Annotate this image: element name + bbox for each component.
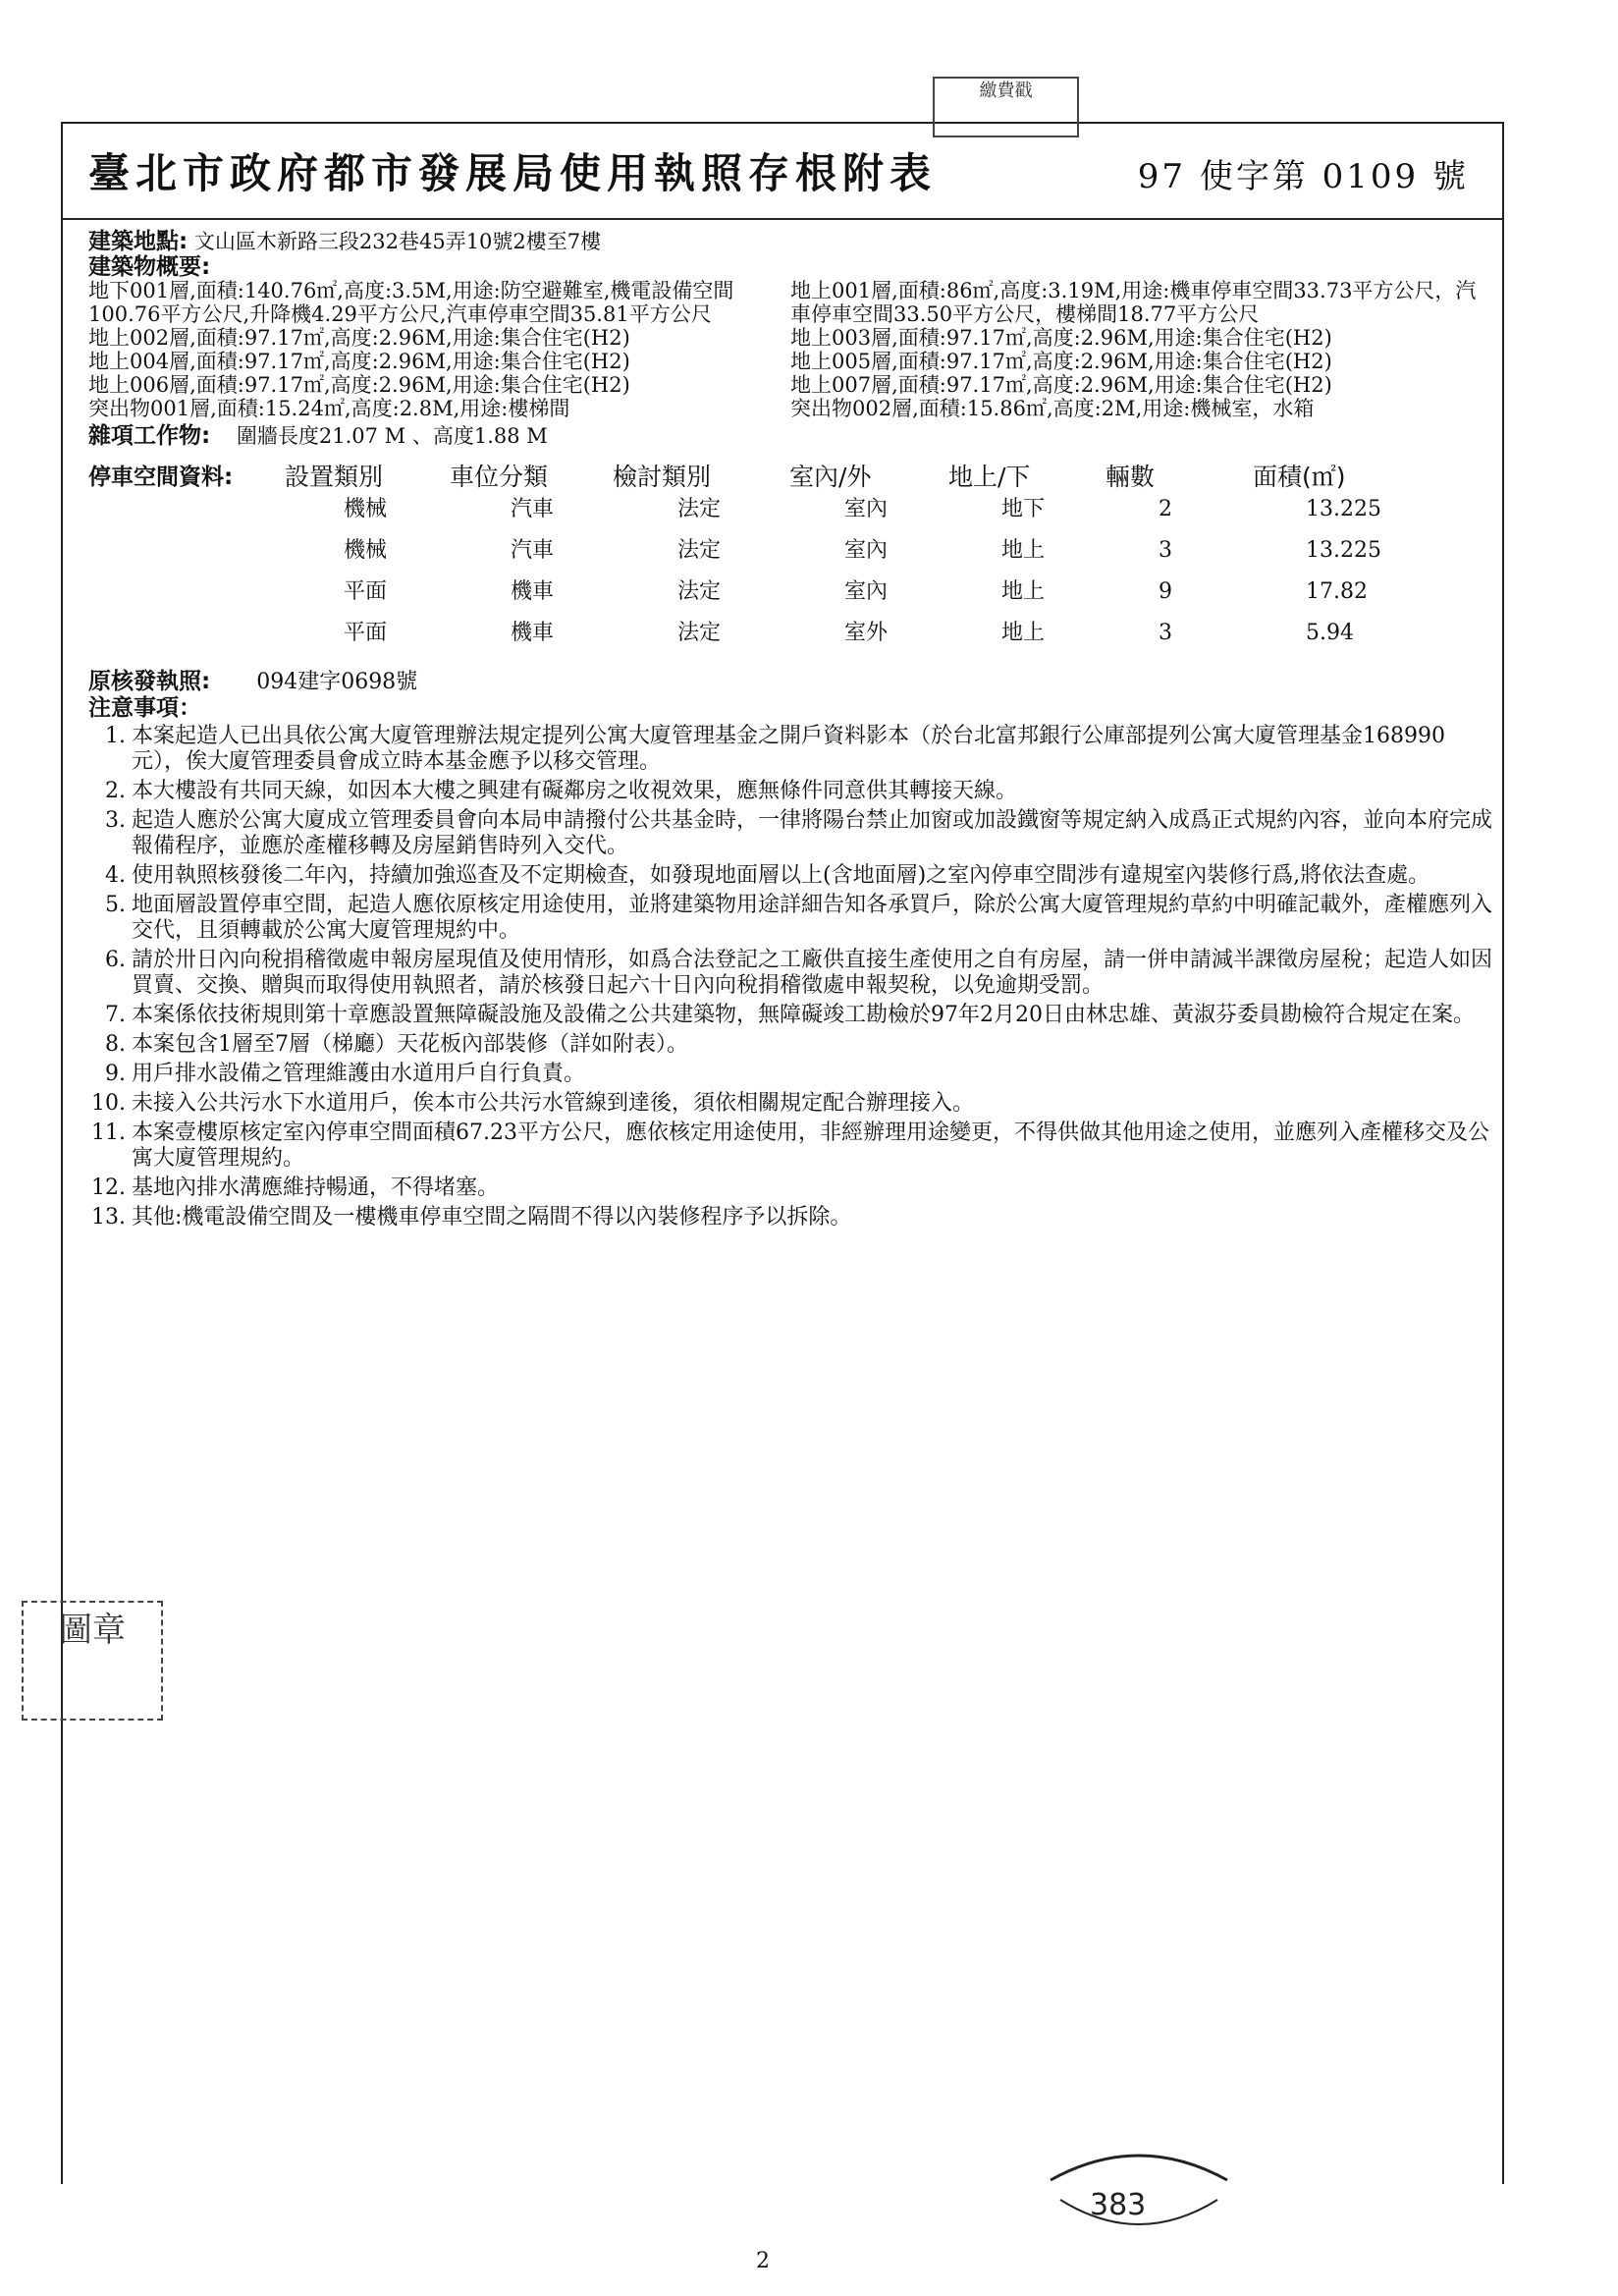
cell-area: 17.82: [1306, 579, 1368, 604]
parking-header: [88, 465, 1492, 489]
floor-row: [88, 373, 1492, 397]
note-text: 請於卅日內向稅捐稽徵處申報房屋現值及使用情形，如爲合法登記之工廠供直接生產使用之自有房屋，請一併申請減半課徵房屋稅；起造人如因買賣、交換、贈與而取得使用執照者，請於核發日起六十日內向稅捐稽徵處申報契稅，以免逾期受罰。: [132, 948, 1493, 998]
cell-setup-type: 機械: [344, 538, 388, 563]
note-number: 13.: [91, 1205, 126, 1230]
original-permit-label: 原核發執照:: [88, 669, 211, 694]
note-text: 本案壹樓原核定室內停車空間面積67.23平方公尺，應依核定用途使用，非經辦理用途變更，不得供做其他用途之使用，並應列入產權移交及公寓大廈管理規約。: [132, 1121, 1489, 1171]
note-text: 本案係依技術規則第十章應設置無障礙設施及設備之公共建築物，無障礙竣工勘檢於97年2月20日由林忠雄、黃淑芬委員勘檢符合規定在案。: [132, 1003, 1475, 1027]
note-text: 本大樓設有共同天線，如因本大樓之興建有礙鄰房之收視效果，應無條件同意供其轉接天線。: [132, 779, 1018, 803]
cell-vehicle-class: 機車: [511, 621, 555, 645]
list-item: [88, 779, 1492, 804]
misc-value: 圍牆長度21.07 M 、高度1.88 M: [236, 424, 548, 448]
cell-indoor-outdoor: 室外: [844, 621, 889, 645]
header-setup-type: 設置類別: [285, 463, 384, 491]
note-number: 1.: [105, 724, 126, 748]
table-row: [344, 572, 1492, 613]
cell-above-below: 地上: [1001, 621, 1046, 645]
overview-label: 建築物概要:: [88, 254, 211, 280]
cell-review-type: 法定: [677, 579, 722, 604]
note-text: 本案起造人已出具依公寓大廈管理辦法規定提列公寓大廈管理基金之開戶資料影本（於台北富邦銀行公庫部提列公寓大廈管理基金168990元），俟大廈管理委員會成立時本基金應予以移交管理。: [132, 724, 1445, 774]
overview-floors: [88, 279, 1492, 420]
cell-setup-type: 機械: [344, 497, 388, 521]
note-number: 9.: [105, 1062, 126, 1086]
cell-indoor-outdoor: 室內: [844, 497, 889, 521]
list-item: [88, 893, 1492, 944]
misc-label: 雜項工作物:: [88, 423, 211, 449]
floor-r1: 突出物001層,面積:15.24㎡,高度:2.8M,用途:樓梯間: [88, 397, 570, 420]
notes-list: [88, 724, 1492, 1230]
note-number: 7.: [105, 1003, 126, 1027]
list-item: [88, 948, 1492, 999]
parking-section: [88, 465, 1492, 654]
note-number: 4.: [105, 863, 126, 888]
floor-row: [88, 279, 1492, 326]
cell-count: 3: [1159, 621, 1172, 645]
fee-stamp: 繳費戳: [933, 77, 1079, 137]
floor-row: [88, 397, 1492, 420]
seal-number: 383: [1090, 2188, 1147, 2222]
note-number: 11.: [91, 1121, 126, 1145]
parking-label: 停車空間資料:: [88, 465, 234, 490]
cell-above-below: 地上: [1001, 579, 1046, 604]
title-row: [61, 122, 1504, 220]
cell-area: 13.225: [1306, 538, 1381, 563]
floor-4f: 地上004層,面積:97.17㎡,高度:2.96M,用途:集合住宅(H2): [88, 350, 630, 373]
cell-indoor-outdoor: 室內: [844, 579, 889, 604]
floor-7f: 地上007層,面積:97.17㎡,高度:2.96M,用途:集合住宅(H2): [790, 373, 1332, 397]
note-number: 6.: [105, 948, 126, 972]
header-count: 輛數: [1106, 463, 1156, 491]
cell-vehicle-class: 汽車: [511, 538, 555, 563]
list-item: [88, 1062, 1492, 1087]
original-permit-value: 094建字0698號: [256, 670, 418, 694]
document-body: [88, 228, 1492, 1234]
table-row: [344, 613, 1492, 654]
list-item: [88, 1091, 1492, 1117]
note-text: 用戶排水設備之管理維護由水道用戶自行負責。: [132, 1062, 586, 1086]
note-text: 其他:機電設備空間及一樓機車停車空間之隔間不得以內裝修程序予以拆除。: [132, 1205, 852, 1230]
cell-review-type: 法定: [677, 621, 722, 645]
list-item: [88, 1205, 1492, 1230]
note-text: 未接入公共污水下水道用戶，俟本市公共污水管線到達後，須依相關規定配合辦理接入。: [132, 1091, 975, 1116]
floor-row: [88, 350, 1492, 373]
cell-vehicle-class: 汽車: [511, 497, 555, 521]
note-text: 本案包含1層至7層（梯廳）天花板內部裝修（詳如附表）。: [132, 1032, 688, 1057]
address-value: 文山區木新路三段232巷45弄10號2樓至7樓: [193, 230, 602, 253]
floor-r2: 突出物002層,面積:15.86㎡,高度:2M,用途:機械室，水箱: [790, 397, 1315, 420]
cell-count: 2: [1159, 497, 1172, 521]
building-address: [88, 230, 1492, 253]
floor-1f: 地上001層,面積:86㎡,高度:3.19M,用途:機車停車空間33.73平方公尺，汽車停車空間33.50平方公尺，樓梯間18.77平方公尺: [790, 279, 1477, 326]
seal-stamp-icon: [1041, 2141, 1237, 2239]
list-item: [88, 1121, 1492, 1172]
header-indoor-outdoor: 室內/外: [789, 463, 872, 491]
cell-count: 3: [1159, 538, 1172, 563]
cell-area: 13.225: [1306, 497, 1381, 521]
cell-above-below: 地下: [1001, 497, 1046, 521]
header-review-type: 檢討類別: [613, 463, 712, 491]
list-item: [88, 808, 1492, 859]
table-row: [344, 530, 1492, 572]
table-row: [344, 489, 1492, 530]
list-item: [88, 863, 1492, 889]
note-text: 基地內排水溝應維持暢通，不得堵塞。: [132, 1175, 500, 1200]
floor-2f: 地上002層,面積:97.17㎡,高度:2.96M,用途:集合住宅(H2): [88, 326, 630, 350]
cell-setup-type: 平面: [344, 579, 388, 604]
header-above-below: 地上/下: [948, 463, 1031, 491]
list-item: [88, 1003, 1492, 1028]
note-number: 3.: [105, 808, 126, 833]
note-text: 地面層設置停車空間，起造人應依原核定用途使用，並將建築物用途詳細告知各承買戶，除於公寓大廈管理規約草約中明確記載外，產權應列入交代，且須轉載於公寓大廈管理規約中。: [132, 893, 1493, 943]
original-permit: [88, 670, 1492, 694]
cell-review-type: 法定: [677, 538, 722, 563]
list-item: [88, 1175, 1492, 1201]
cell-review-type: 法定: [677, 497, 722, 521]
note-number: 10.: [91, 1091, 126, 1116]
note-text: 使用執照核發後二年內，持續加強巡查及不定期檢查，如發現地面層以上(含地面層)之室內停車空間涉有違規室內裝修行爲,將依法查處。: [132, 863, 1430, 888]
page-number: 2: [756, 2249, 770, 2273]
cell-setup-type: 平面: [344, 621, 388, 645]
note-number: 8.: [105, 1032, 126, 1057]
note-number: 5.: [105, 893, 126, 917]
cell-vehicle-class: 機車: [511, 579, 555, 604]
floor-row: [88, 326, 1492, 350]
note-number: 2.: [105, 779, 126, 803]
floor-6f: 地上006層,面積:97.17㎡,高度:2.96M,用途:集合住宅(H2): [88, 373, 630, 397]
header-vehicle-class: 車位分類: [450, 463, 549, 491]
notes-label: 注意事項：: [88, 695, 201, 721]
cell-area: 5.94: [1306, 621, 1354, 645]
permit-number: 97 使字第 0109 號: [1137, 157, 1469, 196]
list-item: [88, 1032, 1492, 1058]
note-number: 12.: [91, 1175, 126, 1200]
floor-3f: 地上003層,面積:97.17㎡,高度:2.96M,用途:集合住宅(H2): [790, 326, 1332, 350]
cell-indoor-outdoor: 室內: [844, 538, 889, 563]
floor-b1: 地下001層,面積:140.76㎡,高度:3.5M,用途:防空避難室,機電設備空間100.76平方公尺,升降機4.29平方公尺,汽車停車空間35.81平方公尺: [88, 279, 734, 326]
address-label: 建築地點:: [88, 229, 189, 254]
cell-count: 9: [1159, 579, 1172, 604]
floor-5f: 地上005層,面積:97.17㎡,高度:2.96M,用途:集合住宅(H2): [790, 350, 1332, 373]
cell-above-below: 地上: [1001, 538, 1046, 563]
misc-structures: [88, 424, 1492, 448]
header-area: 面積(㎡): [1253, 463, 1346, 491]
list-item: [88, 724, 1492, 775]
note-text: 起造人應於公寓大廈成立管理委員會向本局申請撥付公共基金時，一律將陽台禁止加窗或加設鐵窗等規定納入成爲正式規約內容，並向本府完成報備程序，並應於產權移轉及房屋銷售時列入交代。: [132, 808, 1493, 858]
document-title: 臺北市政府都市發展局使用執照存根附表: [88, 149, 938, 197]
official-seal-stamp: 圖章: [22, 1601, 163, 1721]
